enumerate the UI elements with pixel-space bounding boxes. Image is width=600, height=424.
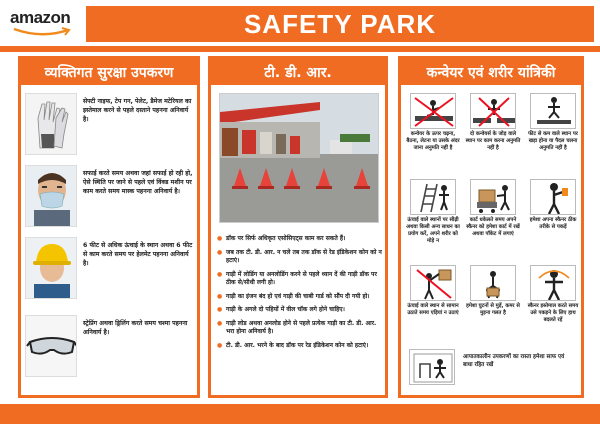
ergo-heading-bar — [401, 59, 581, 85]
emergency-exit-icon — [409, 349, 455, 385]
safety-goggles-icon — [25, 315, 77, 377]
conveyor-climb-icon — [410, 93, 456, 129]
ergo-cell — [525, 93, 581, 152]
tdr-panel — [208, 56, 388, 398]
ergo-cell — [405, 179, 461, 245]
ppe-item-text: सफाई करते समय अथवा जहां सफाई हो रही हो, ऐसे स्थिति पर जाने से पहले एवं विंक्ड मशीन पर काम करते समय मास्क पहनना अनिवार्य है। — [83, 170, 193, 195]
list-item: ● गाड़ी लोड अथवा अनलोड होने से पहले प्रत्येक गाड़ी का टी. डी. आर. भरा होना अनिवार्य है। — [217, 320, 383, 337]
scanner-trigger-icon — [530, 265, 576, 301]
list-item: ● जब तक टी. डी. आर. न चले तब तक डॉक से रेड इंडिकेशन कोन को न हटाएं। — [217, 249, 383, 266]
ppe-item-gloves — [25, 93, 195, 157]
ladder-icon — [410, 179, 456, 215]
divider — [0, 46, 600, 52]
page-title: SAFETY PARK — [243, 8, 437, 39]
ergo-label: फीट से कम वाले स्थान पर खड़ा होना या पैदल चलना अनुमति नहीं है — [528, 131, 578, 151]
title-bar — [86, 6, 594, 42]
list-item: ● गाड़ी के अगले दो पहियों में वील चॉक लगे होने चाहिए। — [217, 306, 383, 315]
list-item: ● गाड़ी का इंजन बंद हो एवं गाड़ी की चाबी गार्ड को सौंप दी गयी हो। — [217, 293, 383, 302]
scanner-hold-icon — [530, 179, 576, 215]
smile-arrow-icon — [12, 27, 72, 37]
ergo-cell — [525, 265, 581, 324]
ppe-heading: व्यक्तिगत सुरक्षा उपकरण — [44, 64, 174, 81]
ergo-label: कन्वेयर के ऊपर चढ़ना, बैठना, लेटना या उसके अंदर जाना अनुमति नहीं है — [406, 131, 460, 151]
ergo-cell — [525, 179, 581, 231]
ergo-label: आपातकालीन उपकरणों का रास्ता हमेशा साफ एवं बाधा रहित रखें — [463, 354, 565, 368]
header — [0, 0, 600, 44]
logo-text: amazon — [10, 8, 71, 27]
ergo-label: दो कन्वेयर्स के जोड़ वाले स्थान पर काम करना अनुमति नहीं है — [465, 131, 521, 151]
ergo-cell — [465, 265, 521, 317]
tdr-heading-bar — [211, 59, 385, 85]
ergo-label: स्कैनर इस्तेमाल करते समय उसे पकड़ने के लिए हाथ बदलते रहें — [527, 303, 579, 323]
ergo-cell — [405, 265, 461, 317]
list-item: ● टी. डी. आर. भरने के बाद डॉक पर रेड इंडिकेशन कोन को हटाएं। — [217, 342, 383, 351]
tdr-heading: टी. डी. आर. — [264, 64, 332, 81]
amazon-logo — [10, 8, 80, 40]
gloves-icon — [25, 93, 77, 155]
dock-photo — [219, 93, 379, 223]
reach-height-icon — [410, 265, 456, 301]
ppe-item-mask — [25, 165, 195, 229]
carton-stack-icon — [470, 179, 516, 215]
ppe-heading-bar — [21, 59, 197, 85]
ppe-item-text: 6 फीट से अधिक ऊंचाई के स्थान अथवा 6 फीट से काम करते समय पर हेलमेट पहनना अनिवार्य है। — [83, 242, 193, 267]
lift-knees-icon — [470, 265, 516, 301]
hard-hat-icon — [25, 237, 77, 299]
ergo-panel — [398, 56, 584, 398]
ergo-heading: कन्वेयर एवं शरीर यांत्रिकी — [426, 64, 556, 81]
ergo-label: हमेशा घुटनों से मुड़ें, कमर से मुड़ना गलत है — [466, 303, 520, 316]
ergo-cell — [465, 179, 521, 238]
ppe-item-text: स्ट्रेप्रिंग अथवा ड्रिलिंग करते समय चश्मा पहनना अनिवार्य है। — [83, 320, 188, 336]
ergo-cell — [405, 93, 461, 152]
footer-bar — [0, 404, 600, 424]
ppe-panel — [18, 56, 200, 398]
ergo-label: ऊंचाई वाले स्थानों पर सीढ़ी अथवा किसी अन्य साधन का प्रयोग करें, अपने शरीर को मोड़े न — [406, 217, 460, 244]
ergo-label: ऊंचाई वाले स्थान से सामान उठाते समय एड़ियां न उठाएं — [407, 303, 459, 316]
list-item: ● गाड़ी में लोडिंग या अनलोडिंग करने से पहले ध्यान दें की गाड़ी डॉक पर ठीक से/सीधी लगी हो। — [217, 271, 383, 288]
ppe-item-text: सेफ्टी नाइफ, टेप गन, पेलेट, डैमेज मटेरियल का इस्तेमाल करने से पहले दस्ताने पहनना अनिवार्य है। — [83, 98, 192, 123]
ppe-item-helmet — [25, 237, 195, 301]
jump-conveyor-icon — [530, 93, 576, 129]
ppe-item-goggles — [25, 315, 195, 379]
ergo-cell — [407, 349, 577, 387]
tdr-rules-list — [217, 235, 383, 355]
conveyor-joint-icon — [470, 93, 516, 129]
ergo-label: हमेशा अपना स्कैनर ठीक तरीके से पकड़ें — [529, 217, 577, 230]
ergo-label: कार्ट धकेलते समय अपने स्कैनर को हमेशा कार्ट में रखें अथवा पॉकेट में लगाएं — [466, 217, 520, 237]
list-item: ● डॉक पर सिर्फ अधिकृत एसोसिएट्स काम कर सकते हैं। — [217, 235, 383, 244]
ergo-cell — [465, 93, 521, 152]
face-mask-icon — [25, 165, 77, 227]
